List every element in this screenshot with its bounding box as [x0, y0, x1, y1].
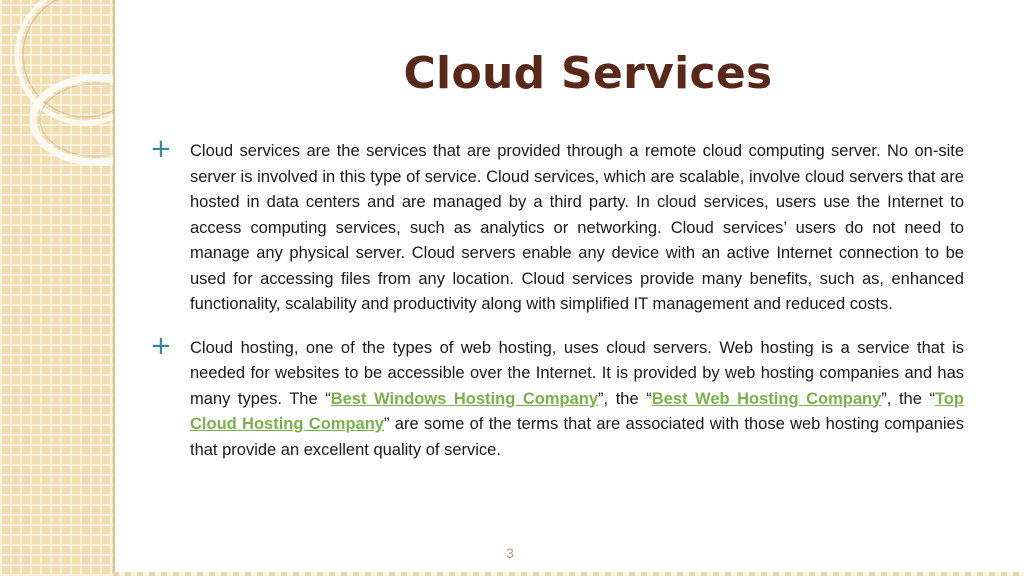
slide-title: Cloud Services [403, 48, 773, 99]
decorative-side-panel [0, 0, 115, 576]
text-segment: ”, the “ [881, 389, 935, 408]
page-number: 3 [506, 545, 514, 561]
best-windows-hosting-link[interactable]: Best Windows Hosting Company [330, 389, 599, 408]
decorative-rings [0, 0, 113, 576]
text-segment: Cloud hosting, one of the types of web hosting, uses cloud servers. Web hosting is a service that is needed for websites to be accessible over the Internet. It is provided by web hosting companies and has many types. The “ [190, 338, 964, 408]
slide-content [150, 134, 964, 481]
bullet-text: Cloud services are the services that are provided through a remote cloud computing server. No on-site server is involved in this type of service. Cloud services, which are scalable, involve cloud servers that are hosted in data centers and are managed by a third party. In cloud services, users use the Internet to access computing services, such as analytics or networking. Cloud services’ users do not need to manage any physical server. Cloud servers enable any device with an active Internet connection to be used for accessing files from any location. Cloud services provide many benefits, such as, enhanced functionality, scalability and productivity along with simplified IT management and reduced costs. [190, 142, 964, 313]
text-segment: ” are some of the terms that are associated with those web hosting companies that provide an excellent quality of service. [190, 415, 964, 459]
top-cloud-hosting-link[interactable]: Top Cloud Hosting Company [190, 389, 964, 433]
bottom-decorative-strip [113, 572, 1024, 576]
bullet-item [150, 330, 964, 464]
bullet-text [190, 336, 964, 464]
text-segment: ”, the “ [598, 389, 652, 408]
best-web-hosting-link[interactable]: Best Web Hosting Company [651, 389, 882, 408]
plus-icon: + [150, 134, 172, 164]
bullet-item [150, 134, 964, 318]
plus-icon: + [150, 330, 172, 361]
